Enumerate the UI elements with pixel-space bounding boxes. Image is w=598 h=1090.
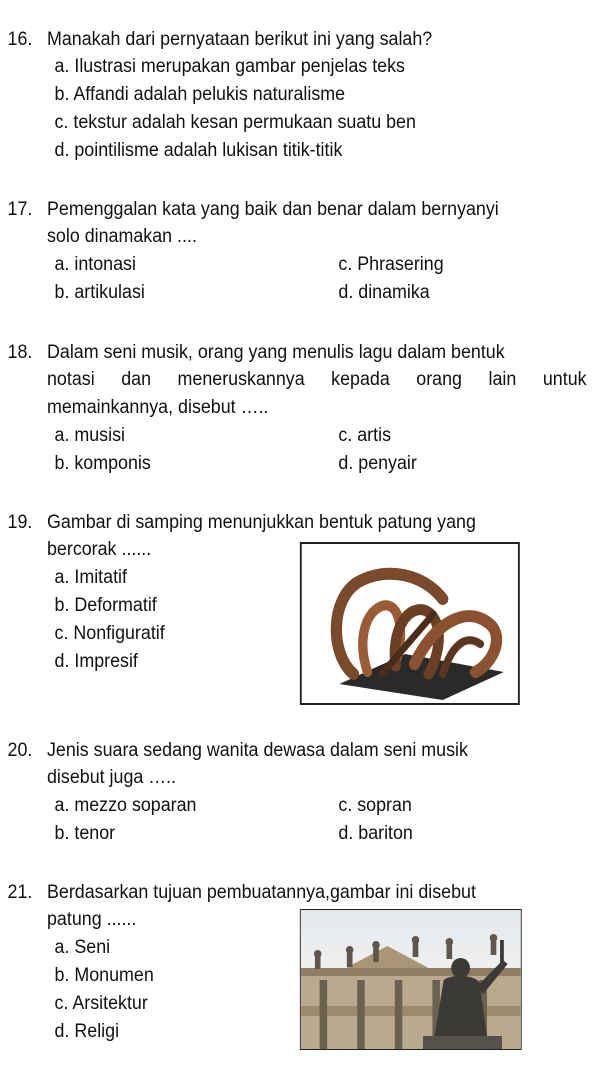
sculpture-icon	[302, 544, 518, 703]
abstract-sculpture-image	[300, 542, 520, 705]
option-b[interactable]: b. komponis	[54, 453, 151, 474]
option-d[interactable]: d. dinamika	[338, 282, 430, 303]
question-number: 20.	[7, 740, 33, 761]
question-stem: memainkannya, disebut …..	[47, 397, 269, 418]
option-c[interactable]: c. tekstur adalah kesan permukaan suatu ben	[54, 112, 416, 133]
option-d[interactable]: d. Impresif	[54, 651, 138, 672]
option-a[interactable]: a. mezzo soparan	[54, 795, 197, 816]
option-b[interactable]: b. Deformatif	[54, 595, 157, 616]
question-stem: notasi dan meneruskannya kepada orang lain untuk	[47, 369, 587, 390]
option-b[interactable]: b. Monumen	[54, 965, 154, 986]
option-a[interactable]: a. musisi	[54, 425, 125, 446]
question-stem: bercorak ......	[47, 539, 152, 560]
statue-building-image	[300, 909, 522, 1050]
question-stem: Manakah dari pernyataan berikut ini yang salah?	[47, 29, 433, 50]
question-stem: Pemenggalan kata yang baik dan benar dalam bernyanyi	[47, 199, 499, 220]
option-b[interactable]: b. artikulasi	[54, 282, 145, 303]
question-number: 19.	[7, 512, 33, 533]
option-a[interactable]: a. Ilustrasi merupakan gambar penjelas teks	[54, 56, 405, 77]
question-stem: patung ......	[47, 909, 137, 930]
option-c[interactable]: c. Arsitektur	[54, 993, 148, 1014]
option-c[interactable]: c. artis	[338, 425, 391, 446]
statue-icon	[301, 910, 521, 1049]
option-c[interactable]: c. Nonfiguratif	[54, 623, 165, 644]
option-a[interactable]: a. Seni	[54, 937, 111, 958]
option-d[interactable]: d. bariton	[338, 823, 413, 844]
option-d[interactable]: d. pointilisme adalah lukisan titik-titik	[54, 140, 343, 161]
question-stem: Dalam seni musik, orang yang menulis lagu dalam bentuk	[47, 342, 505, 363]
option-d[interactable]: d. Religi	[54, 1021, 120, 1042]
question-stem: Jenis suara sedang wanita dewasa dalam seni musik	[47, 740, 468, 761]
question-stem: Berdasarkan tujuan pembuatannya,gambar ini disebut	[47, 882, 476, 903]
option-a[interactable]: a. Imitatif	[54, 567, 127, 588]
question-number: 18.	[7, 342, 33, 363]
option-b[interactable]: b. Affandi adalah pelukis naturalisme	[54, 84, 346, 105]
question-number: 17.	[7, 199, 33, 220]
question-number: 16.	[7, 29, 33, 50]
option-c[interactable]: c. Phrasering	[338, 254, 444, 275]
question-stem: Gambar di samping menunjukkan bentuk patung yang	[47, 512, 476, 533]
question-stem: solo dinamakan ....	[47, 226, 197, 247]
question-stem: disebut juga …..	[47, 767, 177, 788]
option-a[interactable]: a. intonasi	[54, 254, 136, 275]
option-b[interactable]: b. tenor	[54, 823, 116, 844]
option-d[interactable]: d. penyair	[338, 453, 417, 474]
question-number: 21.	[7, 882, 33, 903]
option-c[interactable]: c. sopran	[338, 795, 412, 816]
